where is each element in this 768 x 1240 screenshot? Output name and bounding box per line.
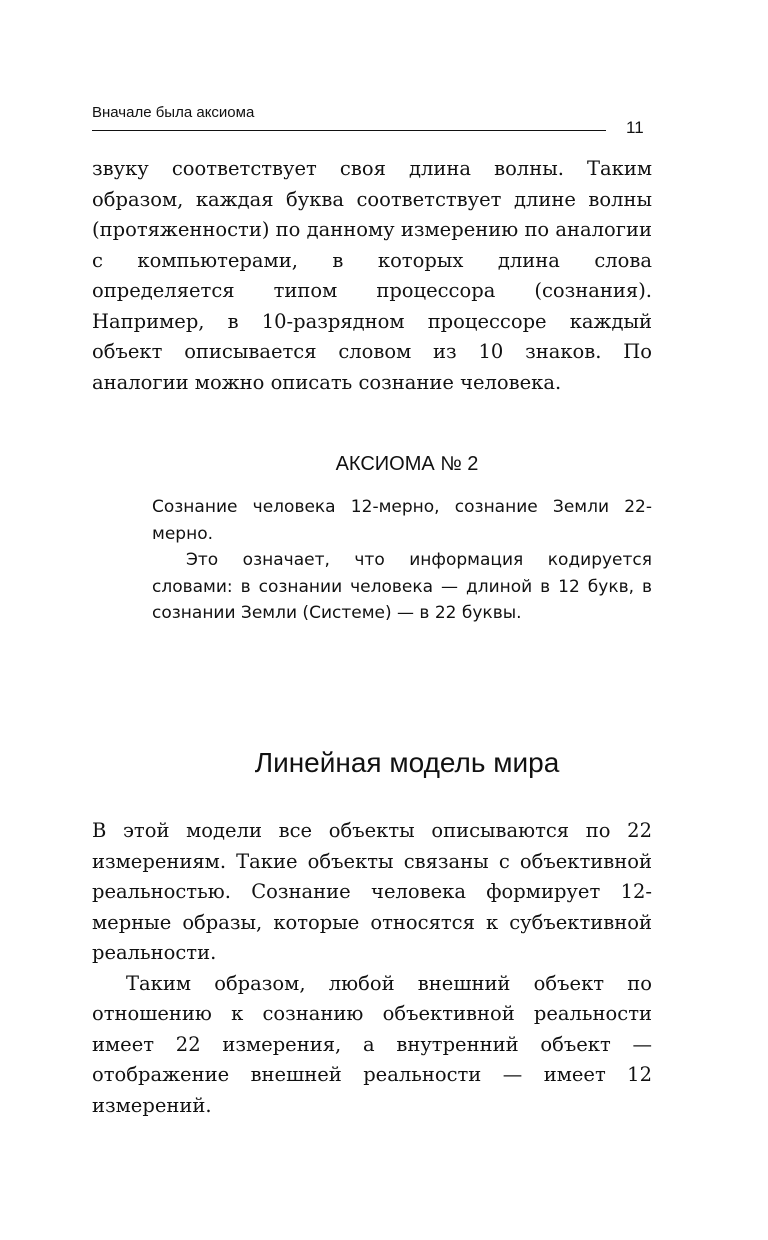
axiom-explanation: Это означает, что информация кодируется словами: в сознании человека — длиной в 12 букв, в сознании Земли (Системе) — в 22 буквы.: [152, 550, 652, 623]
axiom-block: [152, 494, 652, 627]
intro-text: [92, 154, 652, 398]
running-header: Вначале была аксиома: [92, 104, 255, 121]
axiom-heading: АКСИОМА № 2: [335, 453, 479, 475]
header-rule: [92, 130, 606, 131]
axiom-statement: Сознание человека 12-мерно, сознание Земли 22-мерно.: [152, 497, 652, 544]
intro-paragraph: звуку соответствует своя длина волны. Таким образом, каждая буква соответствует длине волны (протяженности) по данному измерению по аналогии с компьютерами, в которых длина слова определяется типом процессора (сознания). Например, в 10-разрядном процессоре каждый объект описывается словом из 10 знаков. По аналогии можно описать сознание человека.: [92, 157, 652, 394]
section-body: [92, 816, 652, 1121]
page-number: 11: [626, 118, 644, 137]
section-paragraph: В этой модели все объекты описываются по 22 измерениям. Такие объекты связаны с объективной реальностью. Сознание человека формирует 12-мерные образы, которые относятся к субъективной реальности.: [92, 819, 652, 964]
section-paragraph: Таким образом, любой внешний объект по отношению к сознанию объективной реальности имеет 22 измерения, а внутренний объект — отображение внешней реальности — имеет 12 измерений.: [92, 971, 652, 1117]
section-title: Линейная модель мира: [254, 747, 560, 778]
